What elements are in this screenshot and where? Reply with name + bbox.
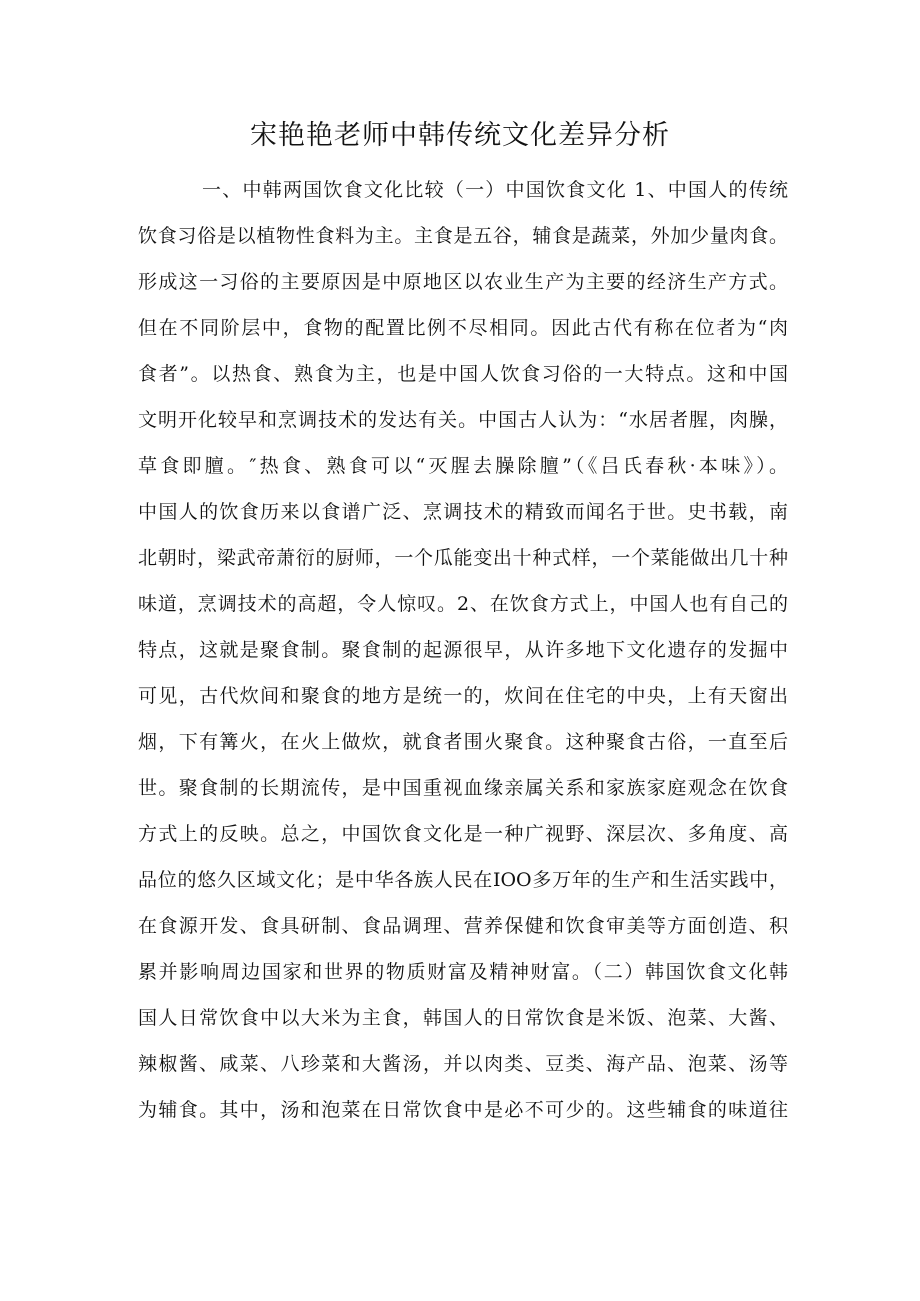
text-line: 烟，下有篝火，在火上做炊，就食者围火聚食。这种聚食古俗，一直至后 [138,731,788,753]
text-line: 辣椒酱、咸菜、八珍菜和大酱汤，并以肉类、豆类、海产品、泡菜、汤等 [138,1053,788,1075]
text-line: 但在不同阶层中，食物的配置比例不尽相同。因此古代有称在位者为“肉 [138,317,788,339]
text-line: 形成这一习俗的主要原因是中原地区以农业生产为主要的经济生产方式。 [138,271,788,293]
document-title: 宋艳艳老师中韩传统文化差异分析 [250,120,670,151]
text-line: 方式上的反映。总之，中国饮食文化是一种广视野、深层次、多角度、高 [138,823,788,845]
text-line: 味道，烹调技术的高超，令人惊叹。2、在饮食方式上，中国人也有自己的 [138,593,788,615]
text-line: 特点，这就是聚食制。聚食制的起源很早，从许多地下文化遗存的发掘中 [138,639,788,661]
text-line: 饮食习俗是以植物性食料为主。主食是五谷，辅食是蔬菜，外加少量肉食。 [138,225,788,247]
text-line: 中国人的饮食历来以食谱广泛、烹调技术的精致而闻名于世。史书载，南 [138,501,788,523]
text-line: 可见，古代炊间和聚食的地方是统一的，炊间在住宅的中央，上有天窗出 [138,685,788,707]
body-paragraph [138,167,788,1133]
text-line: 一、中韩两国饮食文化比较（一）中国饮食文化 1、中国人的传统 [202,179,788,201]
text-line: 为辅食。其中，汤和泡菜在日常饮食中是必不可少的。这些辅食的味道往 [138,1099,788,1121]
text-line: 食者”。以热食、熟食为主，也是中国人饮食习俗的一大特点。这和中国 [138,363,788,385]
text-line: 文明开化较早和烹调技术的发达有关。中国古人认为：“水居者腥，肉臊， [138,409,788,431]
text-line: 世。聚食制的长期流传，是中国重视血缘亲属关系和家族家庭观念在饮食 [138,777,788,799]
text-line: 品位的悠久区域文化；是中华各族人民在IOO多万年的生产和生活实践中， [138,869,788,891]
text-line: 在食源开发、食具研制、食品调理、营养保健和饮食审美等方面创造、积 [138,915,788,937]
text-line: 北朝时，梁武帝萧衍的厨师，一个瓜能变出十种式样，一个菜能做出几十种 [138,547,788,569]
text-line: 草食即膻。″热食、熟食可以“灭腥去臊除膻”（《吕氏春秋·本味》）。 [138,455,788,477]
text-line: 国人日常饮食中以大米为主食，韩国人的日常饮食是米饭、泡菜、大酱、 [138,1007,788,1029]
text-line: 累并影响周边国家和世界的物质财富及精神财富。（二）韩国饮食文化韩 [138,961,788,983]
